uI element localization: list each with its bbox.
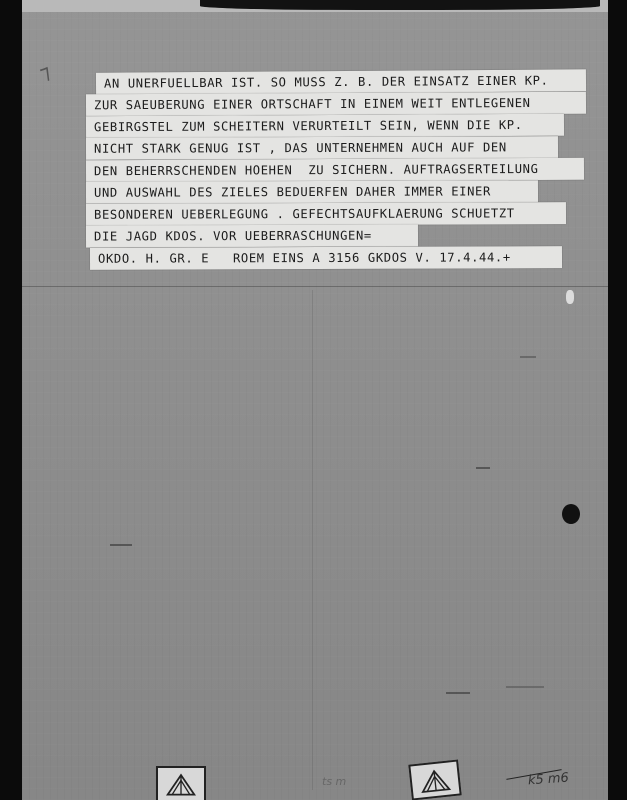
scratch-mark	[520, 356, 536, 358]
punch-hole	[566, 290, 574, 304]
telegram-line-4: NICHT STARK GENUG IST , DAS UNTERNEHMEN AUCH AUF DEN	[86, 136, 558, 160]
archive-stamp-left	[156, 766, 206, 800]
scratch-mark	[506, 686, 544, 688]
pencil-note: ts m	[322, 775, 347, 788]
archive-stamp-right	[408, 759, 461, 800]
telegram-line-8: DIE JAGD KDOS. VOR UEBERRASCHUNGEN=	[86, 224, 418, 247]
scratch-mark	[110, 544, 132, 546]
telegram-line-6: UND AUSWAHL DES ZIELES BEDUERFEN DAHER IMMER EINER	[86, 180, 538, 204]
fold-line	[22, 286, 608, 287]
telegram-line-3: GEBIRGSTEL ZUM SCHEITERN VERURTEILT SEIN, WENN DIE KP.	[86, 114, 564, 139]
top-shadow	[200, 0, 600, 10]
scratch-mark	[476, 467, 490, 469]
corner-mark: ⁊	[36, 59, 54, 85]
fold-line-vertical	[312, 290, 313, 790]
telegram-line-5: DEN BEHERRSCHENDEN HOEHEN ZU SICHERN. AUFTRAGSERTEILUNG	[86, 158, 584, 183]
telegram-line-7: BESONDEREN UEBERLEGUNG . GEFECHTSAUFKLAERUNG SCHUETZT	[86, 202, 566, 226]
scratch-mark	[446, 692, 470, 694]
handwritten-number: k5 m6	[527, 770, 570, 789]
telegram-line-2: ZUR SAEUBERUNG EINER ORTSCHAFT IN EINEM WEIT ENTLEGENEN	[86, 92, 586, 117]
ink-blot	[562, 504, 580, 524]
telegram-line-1: AN UNERFUELLBAR IST. SO MUSS Z. B. DER EINSATZ EINER KP.	[96, 69, 586, 94]
stamp-emblem-icon	[410, 762, 459, 799]
telegram-line-9: OKDO. H. GR. E ROEM EINS A 3156 GKDOS V. 17.4.44.+	[90, 246, 562, 270]
stamp-emblem-icon	[158, 768, 204, 800]
